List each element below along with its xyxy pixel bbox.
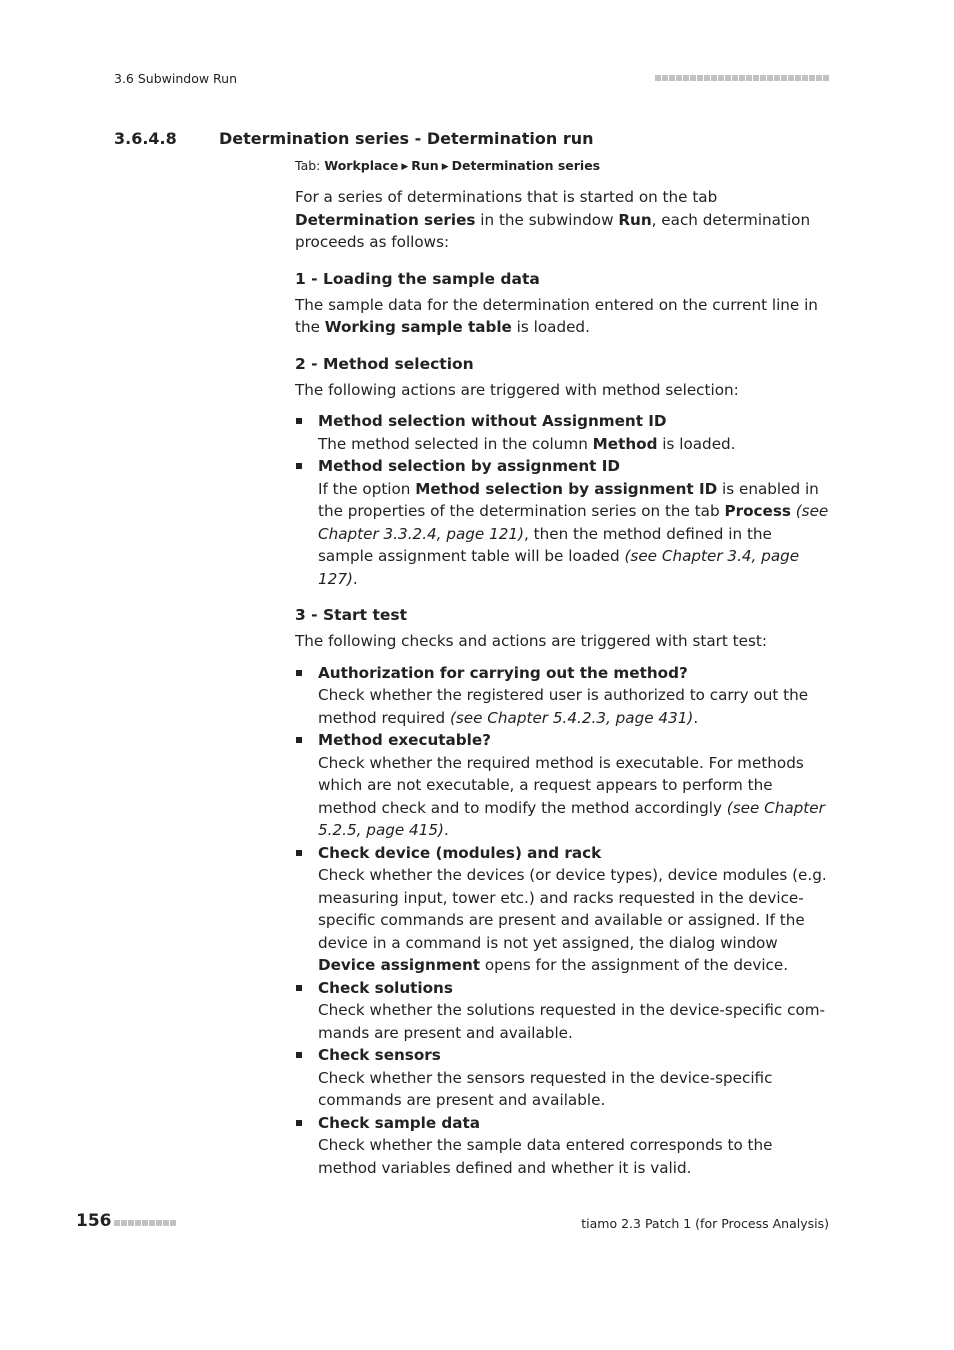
bullet-icon	[296, 463, 302, 469]
item-description: The method selected in the column Method is loaded.	[318, 434, 736, 453]
step2-paragraph: The following actions are triggered with method selection:	[295, 380, 739, 399]
bullet-icon	[296, 850, 302, 856]
list-item	[295, 842, 830, 977]
page-number: 156	[76, 1211, 112, 1231]
step3-heading: 3 - Start test	[295, 606, 408, 624]
main-content	[295, 157, 830, 1193]
footer-product: tiamo 2.3 Patch 1 (for Process Analysis)	[581, 1216, 829, 1231]
item-title: Check sensors	[318, 1046, 441, 1064]
intro-paragraph: For a series of determinations that is started on the tab Determination series in the subwindow Run, each determination proceeds as follows:	[295, 188, 811, 251]
list-item	[295, 1044, 830, 1112]
running-header-chapter: 3.6 Subwindow Run	[114, 71, 238, 86]
list-item	[295, 455, 830, 590]
bullet-icon	[296, 418, 302, 424]
step1-heading: 1 - Loading the sample data	[295, 269, 540, 288]
item-title: Method selection without Assignment ID	[318, 412, 667, 430]
item-description: Check whether the sensors requested in the device-specific commands are present and available.	[318, 1068, 773, 1109]
step3-list	[295, 662, 830, 1180]
item-title: Check solutions	[318, 978, 453, 997]
section-number: 3.6.4.8	[114, 129, 177, 148]
triangle-right-icon: ▶	[401, 162, 409, 172]
tab-path	[295, 157, 830, 176]
step3-paragraph: The following checks and actions are triggered with start test:	[295, 632, 767, 650]
list-item	[295, 729, 830, 842]
item-description: Check whether the registered user is authorized to carry out the method required (see Chapter 5.4.2.3, page 431).	[318, 686, 809, 727]
tab-path-part: Determination series	[451, 158, 601, 173]
bullet-icon	[296, 1120, 302, 1126]
bullet-icon	[296, 1052, 302, 1058]
list-item	[295, 1112, 830, 1180]
list-item	[295, 662, 830, 730]
item-description: Check whether the sample data entered corresponds to the method variables defined and whether it is valid.	[318, 1136, 773, 1177]
tab-path-part: Run	[411, 158, 439, 173]
item-title: Method selection by assignment ID	[318, 457, 620, 475]
item-description: Check whether the devices (or device types), device modules (e.g. measuring input, tower etc.) and racks requested in the device-specific commands are present and available or assigned. If the device in a command is not yet assigned, the dialog window Device assignment opens for the assignment of the device.	[318, 866, 827, 974]
tab-path-prefix: Tab:	[295, 158, 321, 173]
footer-decoration	[114, 1220, 176, 1226]
item-title: Check sample data	[318, 1113, 481, 1132]
item-description: If the option Method selection by assignment ID is enabled in the properties of the determination series on the tab Process (see Chapter 3.3.2.4, page 121), then the method defined in the sample assignment table will be loaded (see Chapter 3.4, page 127).	[318, 479, 829, 588]
bullet-icon	[296, 985, 302, 991]
list-item	[295, 977, 830, 1045]
bullet-icon	[296, 670, 302, 676]
item-title: Authorization for carrying out the method?	[318, 663, 688, 682]
item-description: Check whether the required method is executable. For methods which are not executable, a request appears to perform the method check and to modify the method accordingly (see Chapter 5.2.5, page 415).	[318, 753, 825, 839]
header-decoration	[655, 75, 829, 81]
item-description: Check whether the solutions requested in the device-specific com-mands are present and available.	[318, 1001, 826, 1042]
triangle-right-icon: ▶	[441, 162, 449, 172]
step2-list	[295, 410, 830, 590]
step1-paragraph: The sample data for the determination entered on the current line in the Working sample table is loaded.	[295, 295, 818, 336]
tab-path-part: Workplace	[324, 158, 399, 173]
step2-heading: 2 - Method selection	[295, 354, 474, 373]
item-title: Method executable?	[318, 731, 491, 749]
bullet-icon	[296, 737, 302, 743]
section-title: Determination series - Determination run	[219, 129, 594, 148]
list-item	[295, 410, 830, 455]
item-title: Check device (modules) and rack	[318, 843, 602, 862]
